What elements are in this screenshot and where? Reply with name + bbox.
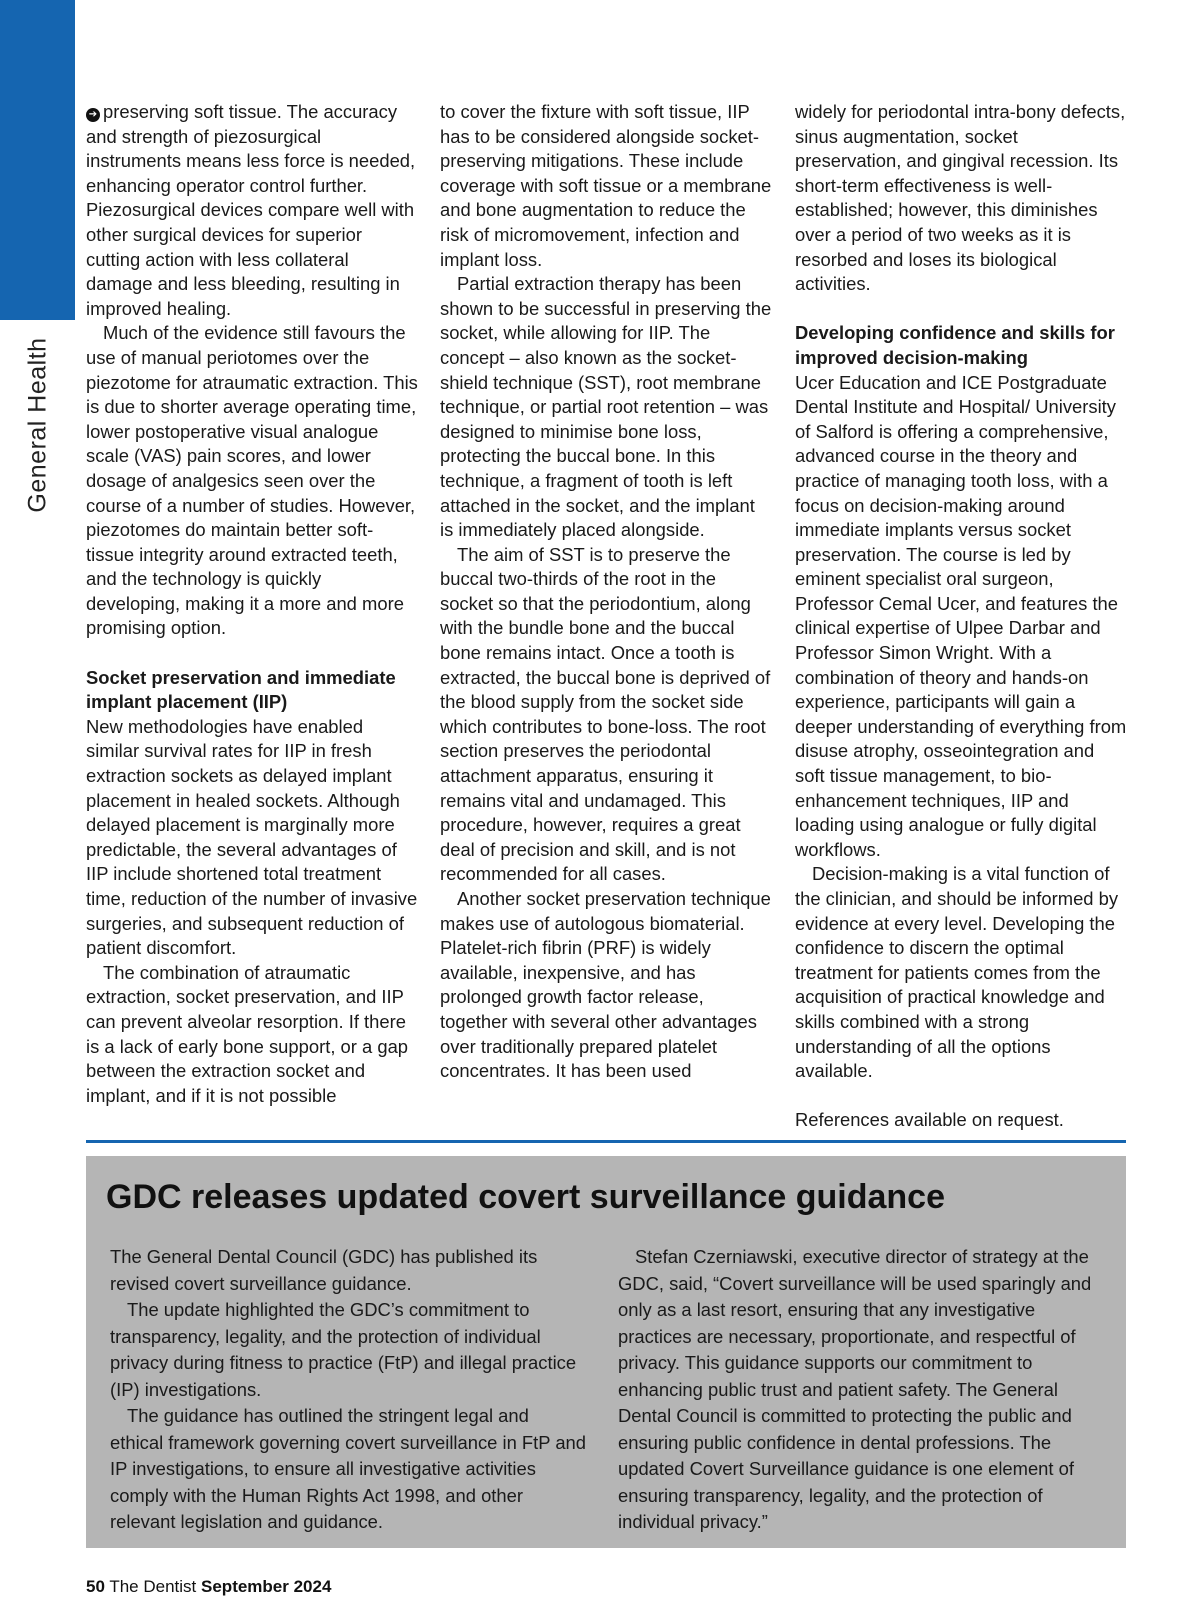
divider-rule bbox=[86, 1140, 1126, 1143]
continued-arrow-icon: ➔ bbox=[86, 108, 100, 122]
references-note: References available on request. bbox=[795, 1109, 1064, 1131]
paragraph: ➔ preserving soft tissue. The accuracy and strength of piezosurgical instruments means less force is needed, enhancing operator control further. Piezosurgical devices compare well with other surgical devices for superior cutting action with less collateral damage and less bleeding, resulting in improved healing. bbox=[86, 101, 416, 319]
paragraph: The aim of SST is to preserve the buccal two-thirds of the root in the socket so that the periodontium, along with the bundle bone and the buccal bone remains intact. Once a tooth is extracted, the buccal bone is deprived of the blood supply from the socket side which contributes to bone-loss. The root section preserves the periodontal attachment apparatus, ensuring it remains vital and undamaged. This procedure, however, requires a great deal of precision and skill, and is not recommended for all cases. bbox=[440, 543, 771, 885]
news-column-2 bbox=[618, 1244, 1108, 1536]
page-footer bbox=[86, 1577, 331, 1597]
paragraph: The combination of atraumatic extraction, socket preservation, and IIP can prevent alveolar resorption. If there is a lack of early bone support, or a gap between the extraction socket and implant, and if it is not possible bbox=[86, 961, 409, 1106]
article-column-3 bbox=[795, 100, 1127, 1133]
paragraph: Decision-making is a vital function of the clinician, and should be informed by evidence at every level. Developing the confidence to discern the optimal treatment for patients comes from the acquisition of practical knowledge and skills combined with a strong understanding of all the options available. bbox=[795, 863, 1119, 1082]
paragraph: Stefan Czerniawski, executive director of strategy at the GDC, said, “Covert surveillance will be used sparingly and only as a last resort, ensuring that any investigative practices are necessary, proportionate, and respectful of privacy. This guidance supports our commitment to enhancing public trust and patient safety. The General Dental Council is committed to protecting the public and ensuring public confidence in dental professions. The updated Covert Surveillance guidance is one element of ensuring transparency, legality, and the protection of individual privacy.” bbox=[618, 1246, 1092, 1532]
paragraph: widely for periodontal intra-bony defects, sinus augmentation, socket preservation, and gingival recession. Its short-term effectiveness is well-established; however, this diminishes over a period of two weeks as it is resorbed and loses its biological activities. bbox=[795, 101, 1126, 295]
paragraph: The guidance has outlined the stringent legal and ethical framework governing covert surveillance in FtP and IP investigations, to ensure all investigative activities comply with the Human Rights Act 1998, and other relevant legislation and guidance. bbox=[110, 1405, 587, 1532]
issue-date: September 2024 bbox=[201, 1577, 332, 1596]
paragraph: The General Dental Council (GDC) has published its revised covert surveillance guidance. bbox=[110, 1246, 538, 1294]
section-heading: Socket preservation and immediate implant placement (IIP) bbox=[86, 666, 396, 713]
article-column-1 bbox=[86, 100, 418, 1108]
article-column-2 bbox=[440, 100, 772, 1084]
paragraph: Much of the evidence still favours the use of manual periotomes over the piezotome for atraumatic extraction. This is due to shorter average operating time, lower postoperative visual analogue scale (VAS) pain scores, and lower dosage of analgesics seen over the course of a number of studies. However, piezotomes do maintain better soft-tissue integrity around extracted teeth, and the technology is quickly developing, making it a more and more promising option. bbox=[86, 322, 418, 639]
paragraph: The update highlighted the GDC’s commitment to transparency, legality, and the protection of individual privacy during fitness to practice (FtP) and illegal practice (IP) investigations. bbox=[110, 1299, 577, 1400]
news-box bbox=[86, 1156, 1126, 1548]
publication-name: The Dentist bbox=[109, 1577, 197, 1596]
paragraph: New methodologies have enabled similar survival rates for IIP in fresh extraction sockets as delayed implant placement in healed sockets. Although delayed placement is marginally more predictable, the several advantages of IIP include shortened total treatment time, reduction of the number of invasive surgeries, and subsequent reduction of patient discomfort. bbox=[86, 715, 418, 959]
page-number: 50 bbox=[86, 1577, 105, 1596]
paragraph: Ucer Education and ICE Postgraduate Dental Institute and Hospital/ University of Salford is offering a comprehensive, advanced course in the theory and practice of managing tooth loss, with a focus on decision-making around immediate implants versus socket preservation. The course is led by eminent specialist oral surgeon, Professor Cemal Ucer, and features the clinical expertise of Ulpee Darbar and Professor Simon Wright. With a combination of theory and hands-on experience, participants will gain a deeper understanding of everything from disuse atrophy, osseointegration and soft tissue management, to bio-enhancement techniques, IIP and loading using analogue or fully digital workflows. bbox=[795, 371, 1127, 860]
news-column-1 bbox=[110, 1244, 586, 1536]
paragraph: Partial extraction therapy has been shown to be successful in preserving the socket, while allowing for IIP. The concept – also known as the socket-shield technique (SST), root membrane technique, or partial root retention – was designed to minimise bone loss, protecting the buccal bone. In this technique, a fragment of tooth is left attached in the socket, and the implant is immediately placed alongside. bbox=[440, 273, 772, 541]
section-color-tab bbox=[0, 0, 75, 320]
section-label: General Health bbox=[23, 337, 52, 513]
paragraph: to cover the fixture with soft tissue, IIP has to be considered alongside socket-preserving mitigations. These include coverage with soft tissue or a membrane and bone augmentation to reduce the risk of micromovement, infection and implant loss. bbox=[440, 101, 772, 270]
section-heading: Developing confidence and skills for improved decision-making bbox=[795, 322, 1115, 368]
news-title: GDC releases updated covert surveillance guidance bbox=[106, 1178, 945, 1216]
paragraph: Another socket preservation technique makes use of autologous biomaterial. Platelet-rich fibrin (PRF) is widely available, inexpensive, and has prolonged growth factor release, together with several other advantages over traditionally prepared platelet concentrates. It has been used bbox=[440, 888, 771, 1082]
